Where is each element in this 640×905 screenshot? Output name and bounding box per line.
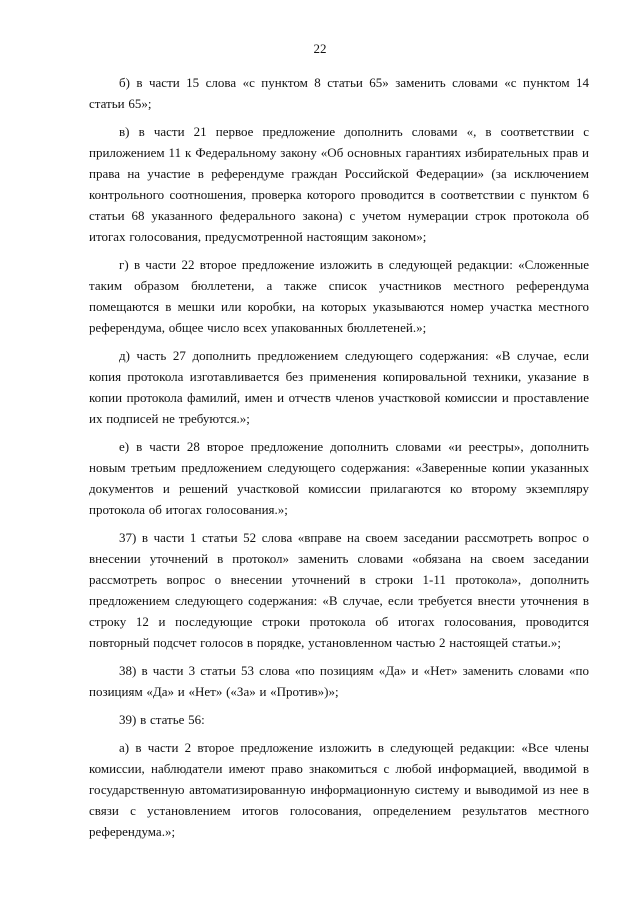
document-body [89, 72, 589, 849]
paragraph-e: е) в части 28 второе предложение дополнить словами «и реестры», дополнить новым третьим предложением следующего содержания: «Заверенные копии указанных документов и решений участковой комиссии прилагаются ко второму экземпляру протокола об итогах голосования.»; [89, 439, 589, 517]
paragraph-39: 39) в статье 56: [119, 712, 205, 727]
paragraph-d: д) часть 27 дополнить предложением следующего содержания: «В случае, если копия протокола изготавливается без применения копировальной техники, указание в копии протокола фамилий, имен и отчеств членов участковой комиссии и проставление их подписей не требуются.»; [89, 348, 589, 426]
paragraph-a: а) в части 2 второе предложение изложить в следующей редакции: «Все члены комиссии, наблюдатели имеют право знакомиться с любой информацией, вводимой в государственную автоматизированную информационную систему и выводимой из нее в связи с установлением итогов голосования, определением результатов местного референдума.»; [89, 740, 589, 839]
paragraph-b: б) в части 15 слова «с пунктом 8 статьи 65» заменить словами «с пунктом 14 статьи 65»; [89, 75, 589, 111]
paragraph-38: 38) в части 3 статьи 53 слова «по позициям «Да» и «Нет» заменить словами «по позициям «Да» и «Нет» («За» и «Против»)»; [89, 663, 589, 699]
page-number: 22 [313, 41, 327, 56]
paragraph-g: г) в части 22 второе предложение изложить в следующей редакции: «Сложенные таким образом бюллетени, а также список участников местного референдума помещаются в мешки или коробки, на которых указываются номер участка местного референдума, общее число всех упакованных бюллетеней.»; [89, 257, 589, 335]
paragraph-v: в) в части 21 первое предложение дополнить словами «, в соответствии с приложением 11 к Федеральному закону «Об основных гарантиях избирательных прав и права на участие в референдуме граждан Российской Федерации» (за исключением контрольного соотношения, проверка которого проводится в соответствии с пунктом 6 статьи 68 указанного федерального закона) с учетом нумерации строк протокола об итогах голосования, предусмотренной настоящим законом»; [89, 124, 589, 244]
paragraph-37: 37) в части 1 статьи 52 слова «вправе на своем заседании рассмотреть вопрос о внесении уточнений в протокол» заменить словами «обязана на своем заседании рассмотреть вопрос о внесении уточнений в строки 1-11 протокола», дополнить предложением следующего содержания: «В случае, если требуется внести уточнения в строку 12 и последующие строки протокола об итогах голосования, проводится повторный подсчет голосов в порядке, установленном частью 2 настоящей статьи.»; [89, 530, 589, 650]
